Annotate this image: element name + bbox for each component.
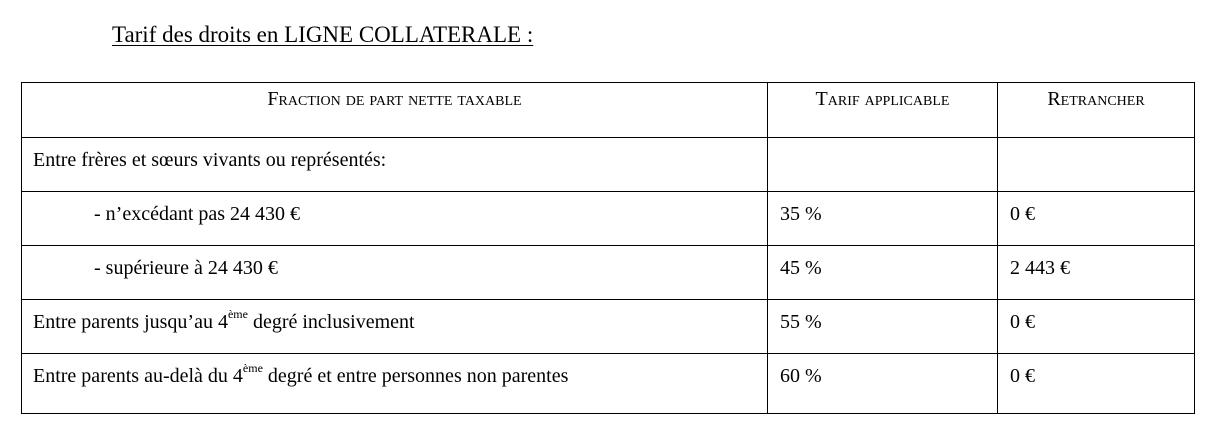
tariff-table (21, 82, 1195, 414)
row-retrancher: 0 € (998, 192, 1195, 246)
table-row (22, 300, 1195, 354)
row-label-post: degré et entre personnes non parentes (262, 365, 569, 387)
row-retrancher: 0 € (998, 354, 1195, 414)
row-label-sup: ème (227, 307, 248, 322)
header-retrancher: Retrancher (998, 83, 1195, 138)
row-tarif: 60 % (768, 354, 998, 414)
row-retrancher (998, 138, 1195, 192)
row-label (22, 354, 768, 414)
document-title: Tarif des droits en LIGNE COLLATERALE : (112, 22, 534, 47)
row-retrancher: 0 € (998, 300, 1195, 354)
table-row (22, 192, 1195, 246)
row-tarif: 55 % (768, 300, 998, 354)
row-label: Entre frères et sœurs vivants ou représentés: (22, 138, 768, 192)
row-label-pre: Entre parents au-delà du 4 (33, 365, 243, 387)
row-tarif (768, 138, 998, 192)
row-retrancher: 2 443 € (998, 246, 1195, 300)
row-label-sup: ème (242, 361, 263, 376)
row-label: - supérieure à 24 430 € (22, 246, 768, 300)
table-header-row (22, 83, 1195, 138)
row-tarif: 35 % (768, 192, 998, 246)
row-label: - n’excédant pas 24 430 € (22, 192, 768, 246)
header-fraction: Fraction de part nette taxable (22, 83, 768, 138)
row-label-post: degré inclusivement (247, 311, 415, 333)
row-label-pre: Entre parents jusqu’au 4 (33, 311, 228, 333)
table-row (22, 246, 1195, 300)
header-tarif: Tarif applicable (768, 83, 998, 138)
row-label (22, 300, 768, 354)
table-row (22, 138, 1195, 192)
table-row (22, 354, 1195, 414)
row-tarif: 45 % (768, 246, 998, 300)
